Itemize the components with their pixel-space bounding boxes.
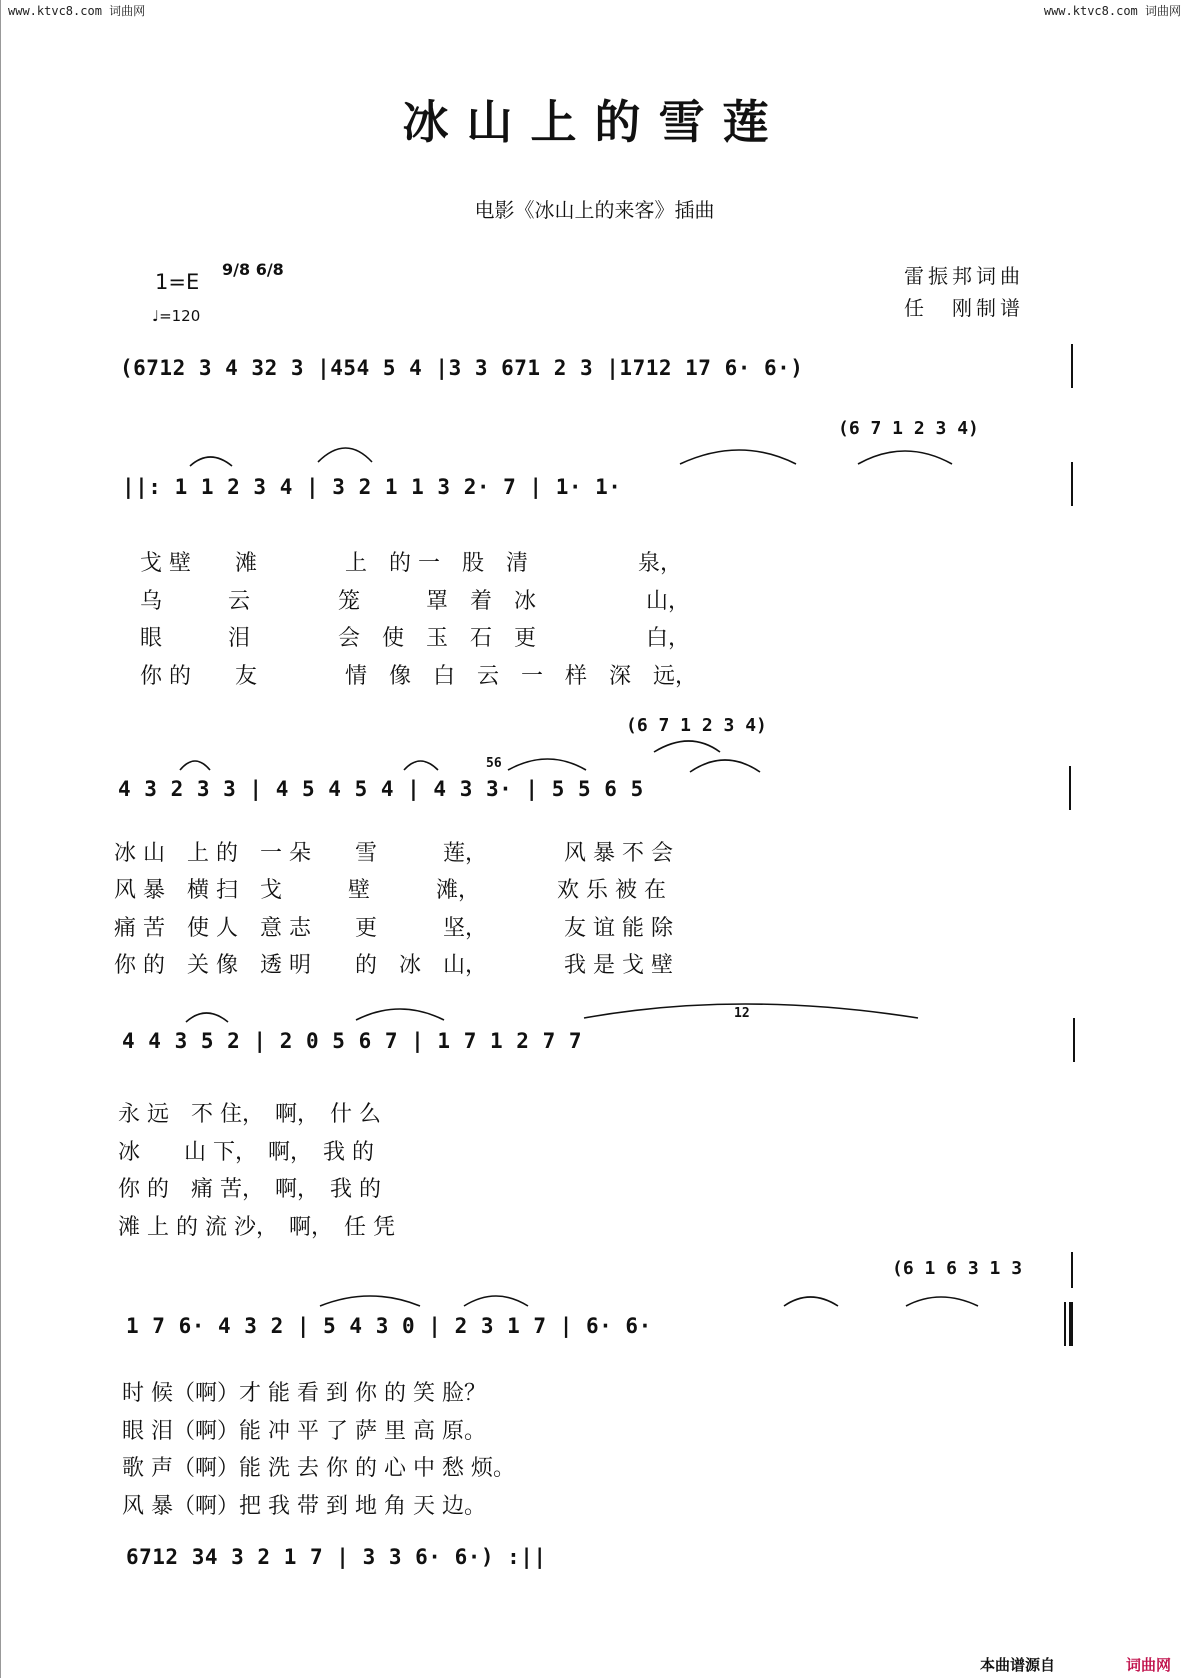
lyrics-line-4-v3: 你 的 痛 苦， 啊， 我 的	[118, 1177, 381, 1202]
slur	[690, 760, 760, 772]
slur	[318, 448, 372, 462]
page-title: 冰山上的雪莲	[402, 95, 787, 149]
staff-line-2: ||: 1 1 2 3 4 | 3 2 1 1 3 2· 7 | 1· 1·	[122, 475, 622, 499]
slur	[680, 450, 796, 464]
lyrics-line-3-v2: 风 暴 横 扫 戈 壁 滩， 欢 乐 被 在	[114, 878, 666, 903]
staff-line-1: (6712 3 4 32 3 |454 5 4 |3 3 671 2 3 |1712 17 6· 6·)	[120, 356, 804, 380]
time-signature-a: 9/8	[222, 260, 251, 279]
lyrics-line-4-v1: 永 远 不 住， 啊， 什 么	[118, 1102, 381, 1127]
staff-line-3: 4 3 2 3 3 | 4 5 4 5 4 | 4 3 3· | 5 5 6 5	[118, 777, 644, 801]
slur	[654, 741, 720, 752]
slur	[186, 1013, 228, 1022]
lyrics-line-5-v1: 时 候（啊）才 能 看 到 你 的 笑 脸？	[122, 1381, 486, 1406]
slur	[190, 457, 232, 466]
slur	[784, 1297, 838, 1306]
slur	[356, 1009, 444, 1020]
lyrics-line-4-v2: 冰 山 下， 啊， 我 的	[118, 1140, 374, 1165]
lyrics-line-5-v4: 风 暴（啊）把 我 带 到 地 角 天 边。	[122, 1494, 486, 1519]
credit-arranger: 任 刚制谱	[904, 296, 1024, 320]
slur	[464, 1296, 528, 1306]
lyrics-line-2-v4: 你 的 友 情 像 白 云 一 样 深 远，	[140, 664, 697, 689]
footer-logo[interactable]: 词曲网	[1126, 1656, 1172, 1674]
credit-lyrics-music: 雷振邦词曲	[904, 264, 1024, 288]
grace-note: 56	[486, 756, 502, 771]
lyrics-line-3-v3: 痛 苦 使 人 意 志 更 坚， 友 谊 能 除	[114, 916, 673, 941]
footer-source-note: 本曲谱源自	[980, 1656, 1056, 1674]
key-signature: 1=E	[155, 270, 200, 294]
lyrics-line-2-v1: 戈 壁 滩 上 的 一 股 清 泉，	[140, 551, 682, 576]
staff-line-6: 6712 34 3 2 1 7 | 3 3 6· 6·) :||	[126, 1545, 547, 1569]
lyrics-line-2-v3: 眼 泪 会 使 玉 石 更 白，	[140, 626, 691, 651]
lyrics-line-2-v2: 乌 云 笼 罩 着 冰 山，	[140, 589, 691, 614]
intro-phrase-2: (6 7 1 2 3 4)	[626, 715, 767, 736]
header-site-left[interactable]: www.ktvc8.com 词曲网	[8, 4, 146, 18]
time-signature-b: 6/8	[255, 260, 284, 279]
slur	[320, 1296, 420, 1306]
lyrics-line-3-v1: 冰 山 上 的 一 朵 雪 莲， 风 暴 不 会	[114, 841, 673, 866]
intro-phrase-3: (6 1 6 3 1 3	[892, 1258, 1023, 1279]
lyrics-line-3-v4: 你 的 关 像 透 明 的 冰 山， 我 是 戈 壁	[114, 953, 673, 978]
slur	[858, 451, 952, 464]
slur	[508, 759, 586, 770]
header-site-right[interactable]: www.ktvc8.com 词曲网	[1043, 4, 1181, 18]
grace-note: 12	[734, 1006, 750, 1021]
lyrics-line-5-v2: 眼 泪（啊）能 冲 平 了 萨 里 高 原。	[122, 1419, 486, 1444]
slur	[180, 761, 210, 770]
staff-line-4: 4 4 3 5 2 | 2 0 5 6 7 | 1 7 1 2 7 7	[122, 1029, 583, 1053]
intro-phrase-1: (6 7 1 2 3 4)	[838, 418, 979, 439]
slur	[906, 1297, 978, 1306]
subtitle: 电影《冰山上的来客》插曲	[474, 198, 715, 222]
slur	[584, 1004, 918, 1018]
slur	[404, 761, 438, 770]
lyrics-line-4-v4: 滩 上 的 流 沙， 啊， 任 凭	[118, 1215, 395, 1240]
tempo-marking: ♩=120	[152, 307, 201, 325]
staff-line-5: 1 7 6· 4 3 2 | 5 4 3 0 | 2 3 1 7 | 6· 6·	[126, 1314, 652, 1338]
lyrics-line-5-v3: 歌 声（啊）能 洗 去 你 的 心 中 愁 烦。	[122, 1456, 515, 1481]
